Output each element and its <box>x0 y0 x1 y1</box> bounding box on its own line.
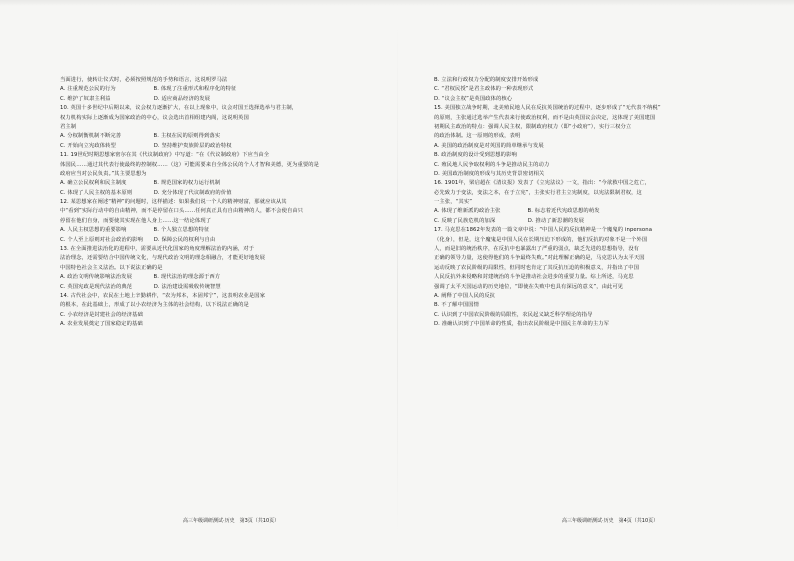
right-page-text-line: 15. 美国独立战争时期，北美殖民地人民在反抗英国统治的过程中，逐步形成了“无代表不纳税” <box>434 105 661 112</box>
right-page-text-line: 17. 马克思在1862年发表的一篇文章中说：“中国人民的反抗精神是一个魔鬼的 inpersona <box>434 227 653 234</box>
left-page-text-line: A. 政治文明传统影响法治发展 B. 现代法治的理念源于西方 <box>60 274 221 281</box>
left-page-text-line: 中国特色社会主义法治。以下说法正确的是 <box>60 264 163 271</box>
right-page-text-line: 必先致力于变法，变法之本，在于立宪”，主张实行君主立宪制度，以宪法限制君权，这 <box>434 189 642 196</box>
left-page-text-line: 权力机构实际上逐渐成为国家政治的中心，议会选出首相组建内阁，这说明英国 <box>60 114 249 121</box>
right-page-text-line: 一主张，“其实” <box>434 199 473 206</box>
left-page-footer: 高三年级调研测试·历史 第3页（共10页） <box>183 518 280 524</box>
right-page-text-line: 正确的领导力量，这使得他们的斗争最终失败。”对此理解正确的是，马克思认为太平天国 <box>434 255 645 262</box>
left-page-text-line: 政府应当对公民负责。”其主要思想为 <box>60 170 147 177</box>
left-page-text-line: 12. 某思想家在阐述“精神”的问题时，这样描述：如果我们说一个人的精神财富，那就应该从其 <box>60 199 287 206</box>
left-page-text-line: 11. 19世纪时期思想家密尔在其《代议制政府》中写道：“在《代议制政府》下应当由全 <box>60 152 270 159</box>
left-page-text-line: 君主制 <box>60 123 77 130</box>
left-page-text-line: A. 分权制衡机制不断完善 B. 主权在民的原则得到落实 <box>60 133 221 140</box>
left-page-text-line: C. 维护了奴隶主利益 D. 适应商品经济的发展 <box>60 95 211 102</box>
right-page-text-line: （化身），但是，这个魔鬼是中国人民在长期压迫下形成的，他们反抗的对象不是一个外国 <box>434 236 648 243</box>
left-page-text-line: A. 人民主权思想的重要影响 B. 个人独立思想的特征 <box>60 227 210 234</box>
left-page-text-line: 10. 英国十多世纪中后期以来，议会权力逐渐扩大，在以上现象中，议会对国王选择选举与君主制， <box>60 105 298 112</box>
left-page-text-line: 停留在他们自身，而要使其实现在他人身上……这一结论体现了 <box>60 217 212 224</box>
right-page-text-line: A. 美国的政治制度是对英国的简单继承与发展 <box>434 142 544 149</box>
right-page-text-line: 强调了太平天国运动的历史地位，“即使在失败中也具有深远的意义”，由此可见 <box>434 283 624 290</box>
right-page-text-line: 人，而是旧的统治秩序，在反抗中也暴露出了严重的弱点，缺乏先进的思想指导，没有 <box>434 246 640 253</box>
left-page-text-line: 法治理念，还需要结合中国传统文化，与现代政治文明的理念相融合，才能更好地发展 <box>60 255 266 262</box>
left-page-text-line: C. 开始向立宪政体转型 D. 坚持维护贵族阶层的政治特权 <box>60 142 232 149</box>
right-page-footer: 高三年级调研测试·历史 第4页（共10页） <box>562 518 659 524</box>
right-page-text-line: 初期民主政治的特点：强调人民主权，限制政府权力（即“小政府”），实行三权分立 <box>434 123 632 130</box>
left-page-text-line: 13. 在全面推进法治化的进程中，需要从近代化国家的角度理解法治的内涵，对于 <box>60 246 255 253</box>
left-page-text-line: A. 确立公民权利和民主制度 B. 规范国家的权力运行机制 <box>60 180 221 187</box>
left-page-text-line: A. 农业发展奠定了国家稳定的基础 <box>60 321 143 328</box>
right-page-text-line: C. 反映了民族危机的加深 D. 推动了新思潮的发展 <box>434 217 585 224</box>
left-page-text-line: 中“看到”实际行动中的自由精神，而不是停留在口头……任何真正具有自由精神的人，都不会使自由只 <box>60 208 304 215</box>
right-page-column <box>434 76 769 330</box>
right-page-text-line: 人民反抗外来侵略和封建统治的斗争是推动社会进步的重要力量。综上所述，马克思 <box>434 274 634 281</box>
left-page-text-line: 的根本，在此基础上，形成了以小农经济为主体的社会结构，以下说法正确的是 <box>60 302 249 309</box>
right-page-text-line: D. “议会主权”是英国政体的核心 <box>434 95 513 102</box>
left-page-text-line: C. 体现了人民主权的基本原则 D. 充分体现了代议制政府的价值 <box>60 189 232 196</box>
left-page-column <box>60 76 395 330</box>
left-page-text-line: C. 小农经济是封建社会的经济基础 <box>60 311 143 318</box>
right-page-text-line: 16. 1901年，梁启超在《清议报》发表了《立宪法议》一文，指出：“今欲救中国之危亡， <box>434 180 651 187</box>
right-page-text-line: 运动反映了农民阶级的局限性，但同时也肯定了其反抗压迫的积极意义，并指出了中国 <box>434 264 640 271</box>
right-page-text-line: D. 准确认识到了中国革命的性质，指出农民阶级是中国民主革命的主力军 <box>434 321 610 328</box>
right-page-text-line: A. 阐释了中国人民的反抗 <box>434 292 496 299</box>
page-fold <box>397 20 398 540</box>
right-page-text-line: C. 认识到了中国农民阶级的局限性，农民起义缺乏科学理论的指导 <box>434 311 593 318</box>
right-page-text-line: C. 殖民地人民争取权利的斗争是推动民主的动力 <box>434 161 550 168</box>
right-page-text-line: D. 美国政治制度的形成与其历史背景密切相关 <box>434 170 545 177</box>
scan-edge <box>0 0 794 6</box>
left-page-text-line: A. 注重规范公民的行为 B. 体现了注重形式和程序化的特征 <box>60 86 237 93</box>
left-page-text-line: 当面进行，使转让仪式时，必须按照规范的手势和语言，这说明罗马法 <box>60 77 228 83</box>
left-page-text-line: 14. 古代社会中，农民在土地上辛勤耕作，“农为邦本，本固邦宁”，这表明农业是国家 <box>60 292 266 299</box>
left-page-text-line: 体国民……通过其代表行使最终的控制权……（这）可能需要来自全体公民的个人才智和美德，更为重要的是 <box>60 161 320 168</box>
right-page-text-line: B. 政治制度的设计受到思想的影响 <box>434 152 517 159</box>
right-page-text-line: A. 体现了维新派的政治主张 B. 标志着近代宪政思想的萌发 <box>434 208 600 215</box>
left-page-text-line: C. 个人至上原则对社会政治的影响 D. 保障公民的权利与自由 <box>60 236 216 243</box>
left-page-text-line: C. 英国宪政是现代法治的典范 D. 法治建设需吸收传统智慧 <box>60 283 221 290</box>
right-page-text-line: 的政治体制。这一原则的形成，表明 <box>434 133 521 140</box>
right-page-text-line: C. “君权民授”是君主政体的一种表现形式 <box>434 86 534 93</box>
right-page-text-line: B. 不了解中国国情 <box>434 302 480 309</box>
right-page-text-line: 的原则，主张通过选举产生代表来行使政治权利，而不是由英国议会决定，这体现了美国建国 <box>434 114 656 121</box>
right-page-text-line: B. 立法和行政权力分配的制度安排开始形成 <box>434 77 539 83</box>
